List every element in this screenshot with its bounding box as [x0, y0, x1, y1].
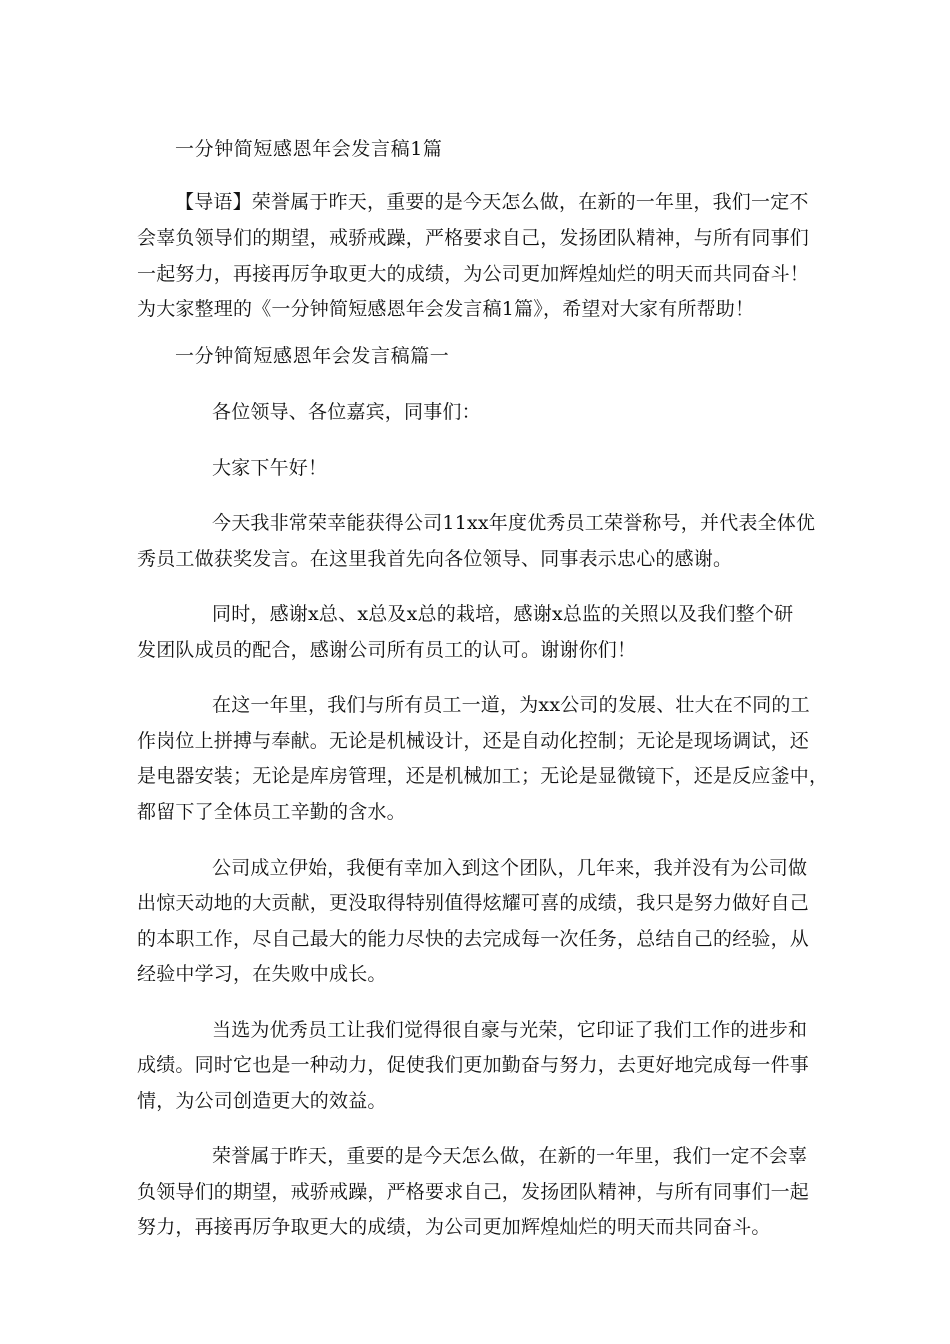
paragraph-line: 都留下了全体员工辛勤的含水。	[137, 801, 406, 823]
paragraph-line: 经验中学习，在失败中成长。	[137, 963, 387, 985]
paragraph-line: 在这一年里，我们与所有员工一道，为xx公司的发展、壮大在不同的工	[212, 694, 810, 716]
paragraph-line: 情，为公司创造更大的效益。	[137, 1090, 387, 1112]
section-title: 一分钟简短感恩年会发言稿篇一	[175, 345, 450, 367]
paragraph-line: 公司成立伊始，我便有幸加入到这个团队，几年来，我并没有为公司做	[212, 857, 808, 879]
paragraph-line: 同时，感谢x总、x总及x总的栽培，感谢x总监的关照以及我们整个研	[212, 603, 794, 625]
paragraph-line: 当选为优秀员工让我们觉得很自豪与光荣，它印证了我们工作的进步和	[212, 1019, 808, 1041]
paragraph-line: 作岗位上拼搏与奉献。无论是机械设计，还是自动化控制；无论是现场调试，还	[137, 730, 810, 752]
paragraph-line: 努力，再接再厉争取更大的成绩，为公司更加辉煌灿烂的明天而共同奋斗。	[137, 1216, 771, 1238]
intro-line: 【导语】荣誉属于昨天，重要的是今天怎么做，在新的一年里，我们一定不	[175, 191, 809, 213]
paragraph-line: 出惊天动地的大贡献，更没取得特别值得炫耀可喜的成绩，我只是努力做好自己	[137, 892, 810, 914]
salutation: 各位领导、各位嘉宾，同事们：	[212, 401, 481, 423]
paragraph-line: 的本职工作，尽自己最大的能力尽快的去完成每一次任务，总结自己的经验，从	[137, 928, 810, 950]
paragraph-line: 荣誉属于昨天，重要的是今天怎么做，在新的一年里，我们一定不会辜	[212, 1145, 808, 1167]
paragraph-line: 秀员工做获奖发言。在这里我首先向各位领导、同事表示忠心的感谢。	[137, 548, 733, 570]
paragraph-line: 成绩。同时它也是一种动力，促使我们更加勤奋与努力，去更好地完成每一件事	[137, 1054, 810, 1076]
paragraph-line: 负领导们的期望，戒骄戒躁，严格要求自己，发扬团队精神，与所有同事们一起	[137, 1181, 810, 1203]
intro-line: 为大家整理的《一分钟简短感恩年会发言稿1篇》，希望对大家有所帮助！	[137, 298, 755, 320]
paragraph-line: 是电器安装；无论是库房管理，还是机械加工；无论是显微镜下，还是反应釜中，	[137, 765, 829, 787]
paragraph-line: 今天我非常荣幸能获得公司11xx年度优秀员工荣誉称号，并代表全体优	[212, 512, 816, 534]
intro-line: 一起努力，再接再厉争取更大的成绩，为公司更加辉煌灿烂的明天而共同奋斗！	[137, 263, 810, 285]
document-title: 一分钟简短感恩年会发言稿1篇	[175, 138, 443, 160]
greeting: 大家下午好！	[212, 457, 328, 479]
intro-line: 会辜负领导们的期望，戒骄戒躁，严格要求自己，发扬团队精神，与所有同事们	[137, 227, 810, 249]
paragraph-line: 发团队成员的配合，感谢公司所有员工的认可。谢谢你们！	[137, 639, 637, 661]
